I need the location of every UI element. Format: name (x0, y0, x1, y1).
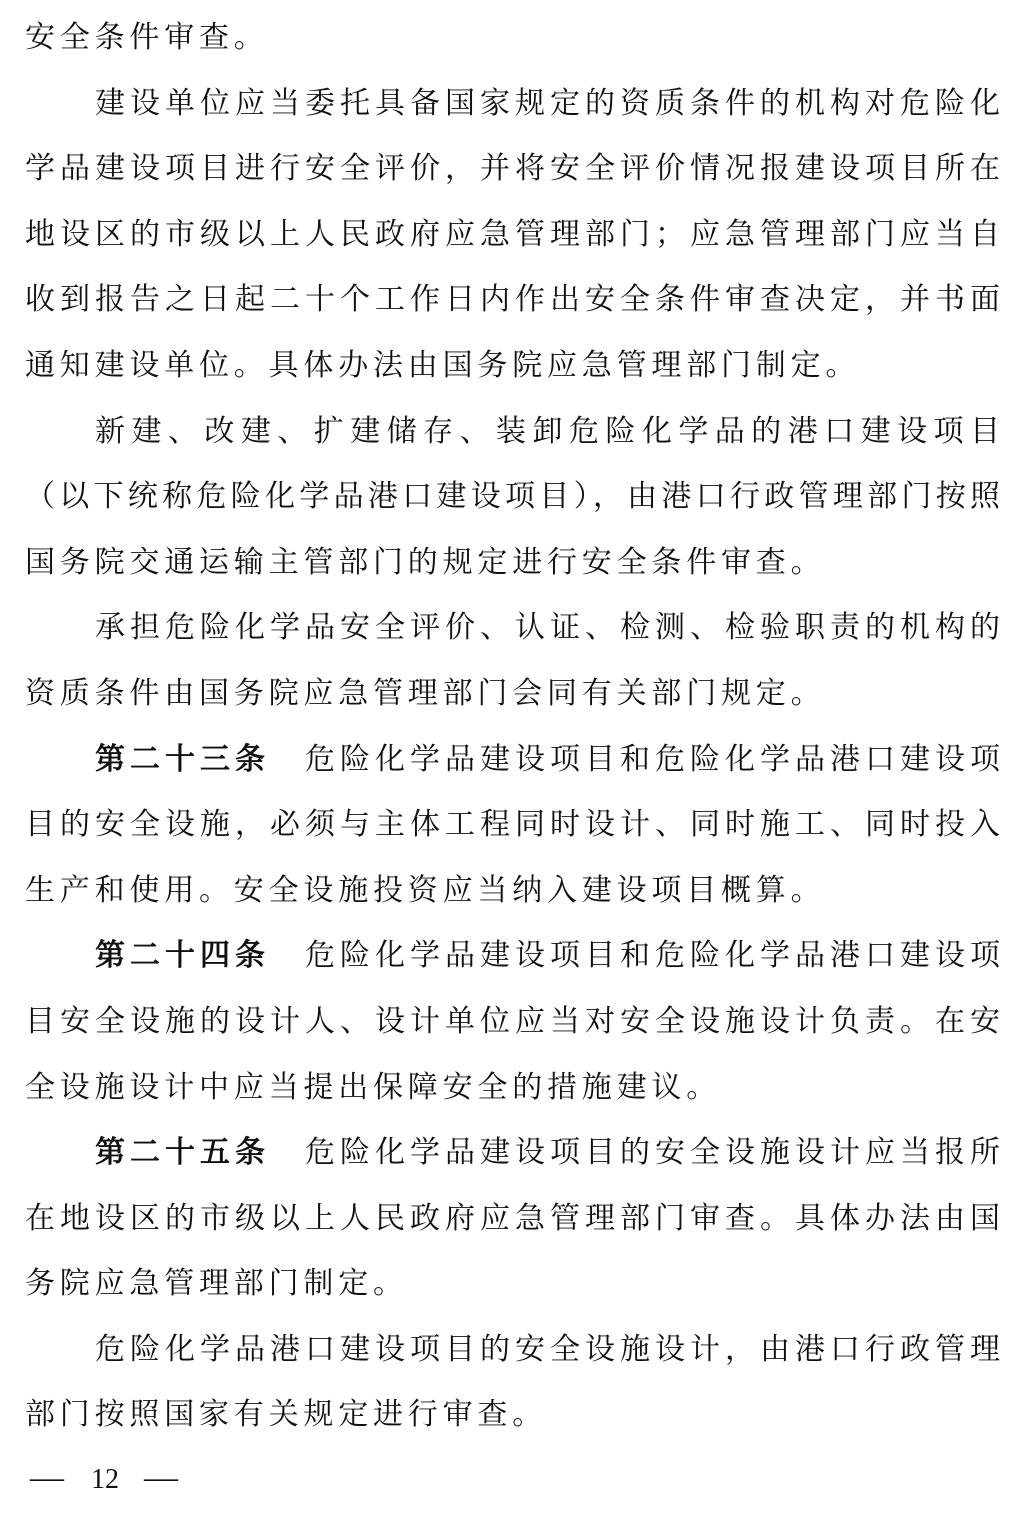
text-line: 在地设区的市级以上人民政府应急管理部门审查。具体办法由国 (25, 1200, 1000, 1236)
text-line: （以下统称危险化学品港口建设项目），由港口行政管理部门按照 (25, 479, 1000, 515)
article-number: 第二十三条 (95, 741, 270, 777)
text-line: 资质条件由国务院应急管理部门会同有关部门规定。 (25, 675, 826, 711)
text-line: 地设区的市级以上人民政府应急管理部门；应急管理部门应当自 (25, 216, 1000, 252)
text-line: 收到报告之日起二十个工作日内作出安全条件审查决定，并书面 (25, 282, 1000, 318)
article-heading-line (95, 1120, 1000, 1186)
text-line: 承担危险化学品安全评价、认证、检测、检验职责的机构的 (95, 610, 1000, 646)
article-heading-line (95, 727, 1000, 793)
text-line: 危险化学品港口建设项目的安全设施设计，由港口行政管理 (95, 1331, 1000, 1367)
text-line: 学品建设项目进行安全评价，并将安全评价情况报建设项目所在 (25, 151, 1000, 187)
article-text: 危险化学品建设项目和危险化学品港口建设项 (305, 938, 1000, 974)
text-line: 生产和使用。安全设施投资应当纳入建设项目概算。 (25, 872, 826, 908)
text-line: 全设施设计中应当提出保障安全的措施建议。 (25, 1069, 721, 1105)
text-line: 建设单位应当委托具备国家规定的资质条件的机构对危险化 (95, 85, 1000, 121)
footer-left-dash: — (30, 1459, 64, 1496)
text-line: 通知建设单位。具体办法由国务院应急管理部门制定。 (25, 347, 861, 383)
footer-right-dash: — (144, 1459, 178, 1496)
article-number: 第二十四条 (95, 938, 270, 974)
paragraph (25, 5, 1000, 71)
paragraph (25, 399, 1000, 596)
text-line: 务院应急管理部门制定。 (25, 1266, 408, 1302)
paragraph (25, 71, 1000, 399)
page-footer (30, 1460, 178, 1496)
article-text: 危险化学品建设项目和危险化学品港口建设项 (305, 741, 1000, 777)
text-line: 国务院交通运输主管部门的规定进行安全条件审查。 (25, 544, 826, 580)
article-text: 危险化学品建设项目的安全设施设计应当报所 (305, 1135, 1000, 1171)
article-number: 第二十五条 (95, 1135, 270, 1171)
text-line: 安全条件审查。 (25, 20, 269, 55)
article-23 (25, 727, 1000, 924)
paragraph (25, 595, 1000, 726)
page-number: 12 (91, 1464, 119, 1495)
article-24 (25, 923, 1000, 1120)
text-line: 目安全设施的设计人、设计单位应当对安全设施设计负责。在安 (25, 1003, 1000, 1039)
paragraph (25, 1317, 1000, 1448)
article-25 (25, 1120, 1000, 1317)
text-line: 新建、改建、扩建储存、装卸危险化学品的港口建设项目 (95, 413, 1000, 449)
document-body (25, 5, 1000, 1448)
text-line: 部门按照国家有关规定进行审查。 (25, 1397, 547, 1433)
article-heading-line (95, 923, 1000, 989)
text-line: 目的安全设施，必须与主体工程同时设计、同时施工、同时投入 (25, 807, 1000, 843)
